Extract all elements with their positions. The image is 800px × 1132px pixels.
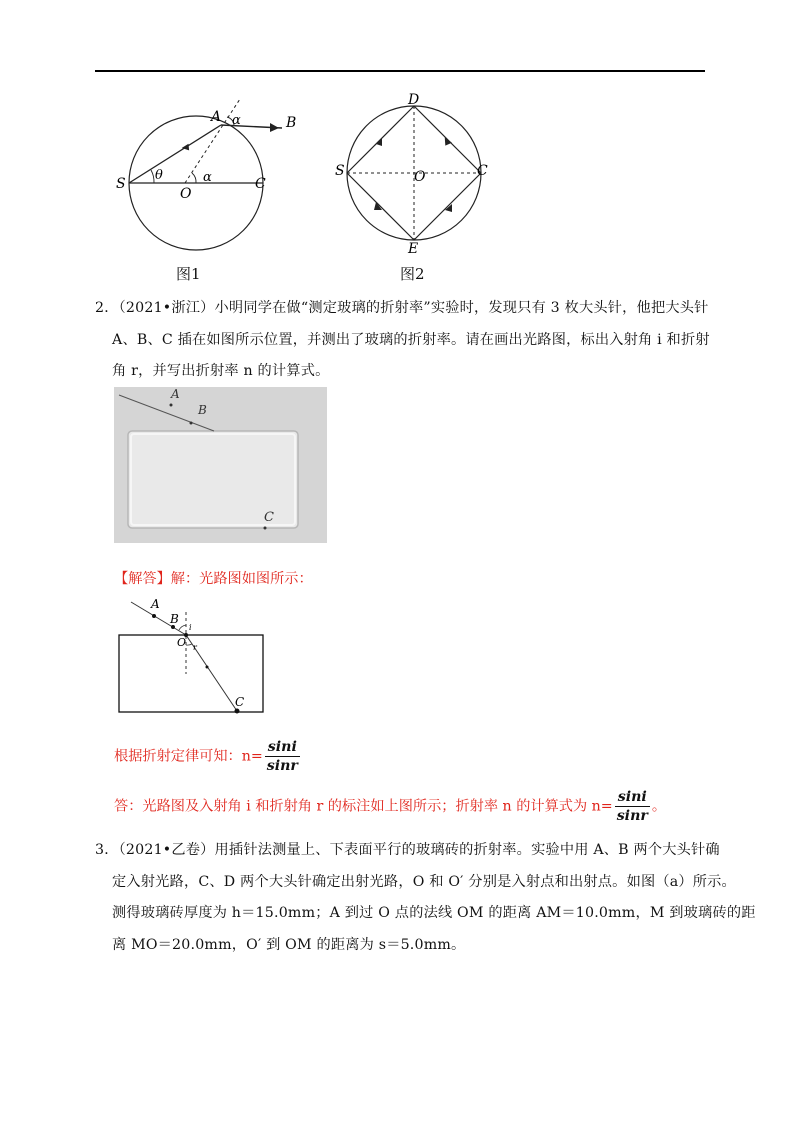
law-fraction-denominator: sinr <box>266 758 298 774</box>
ans-label-c: C <box>235 695 245 709</box>
angle-i-arc <box>179 625 186 630</box>
ans-label-b: B <box>170 612 179 626</box>
ans-label-r: r <box>193 643 197 652</box>
question-3-line-4: 离 MO＝20.0mm，O′ 到 OM 的距离为 s＝5.0mm。 <box>112 936 466 953</box>
final-suffix: 。 <box>651 798 667 815</box>
final-fraction <box>615 788 650 825</box>
question-2-line-1: 2．（2021•浙江）小明同学在做“测定玻璃的折射率”实验时，发现只有 3 枚大头针，他把大头针 <box>95 300 709 316</box>
law-fraction <box>265 738 300 775</box>
final-fraction-numerator: sini <box>615 788 650 807</box>
final-answer-line <box>114 788 666 825</box>
label-d: D <box>408 92 420 108</box>
label-c: C <box>255 176 266 192</box>
photo-label-a: A <box>171 387 180 401</box>
label-s: S <box>335 163 345 179</box>
label-alpha-top: α <box>232 113 241 128</box>
pin-c <box>235 709 240 714</box>
pin-a <box>152 614 156 618</box>
question-3-line-1: 3．（2021•乙卷）用插针法测量上、下表面平行的玻璃砖的折射率。实验中用 A、B 两个大头针确 <box>95 842 720 858</box>
label-a: A <box>211 109 222 125</box>
photo-label-b: B <box>198 403 207 417</box>
pin-b <box>190 422 193 425</box>
photo-label-c: C <box>264 510 274 525</box>
law-fraction-numerator: sini <box>265 738 300 757</box>
angle-r-arc <box>186 644 192 645</box>
question-3-line-2: 定入射光路，C、D 两个大头针确定出射光路，O 和 O′ 分别是入射点和出射点。如图（a）所示。 <box>112 873 736 890</box>
glass-block-photo-drawing <box>114 387 327 543</box>
figure-2-caption: 图2 <box>400 265 425 283</box>
refraction-law-line <box>114 738 302 775</box>
arrow-sd <box>376 138 382 146</box>
label-theta: θ <box>155 168 163 183</box>
question-2-line-3: 角 r，并写出折射率 n 的计算式。 <box>112 363 330 379</box>
label-alpha-bottom: α <box>203 170 212 185</box>
pin-a <box>170 404 173 407</box>
glass-block-photo <box>114 387 327 543</box>
ray-arrow-2 <box>270 123 279 132</box>
header-rule <box>95 70 705 72</box>
label-e: E <box>408 241 419 257</box>
figure-1-diagram <box>110 95 310 255</box>
ans-label-i: i <box>189 623 192 632</box>
ans-label-a: A <box>151 597 160 611</box>
answer-tag: 【解答】 <box>114 571 171 587</box>
label-s: S <box>116 176 126 192</box>
final-prefix: 答：光路图及入射角 i 和折射角 r 的标注如上图所示；折射率 n 的计算式为 n= <box>114 798 613 815</box>
figure-1-caption: 图1 <box>176 265 201 283</box>
question-2 <box>95 293 715 388</box>
ans-label-o: O <box>177 636 187 649</box>
theta-arc <box>151 170 154 183</box>
pin-c <box>264 527 267 530</box>
answer-heading <box>114 568 313 588</box>
answer-intro: 解：光路图如图所示： <box>170 571 313 587</box>
question-3-line-3: 测得玻璃砖厚度为 h＝15.0mm；A 到过 O 点的法线 OM 的距离 AM＝10.0mm，M 到玻璃砖的距 <box>112 905 756 921</box>
ray-dot <box>206 666 209 669</box>
alpha-arc-bottom <box>192 173 196 183</box>
law-prefix: 根据折射定律可知：n= <box>114 748 263 765</box>
label-b: B <box>286 115 297 131</box>
label-o: O <box>414 169 426 185</box>
figure-2-diagram <box>330 92 500 257</box>
question-2-line-2: A、B、C 插在如图所示位置，并测出了玻璃的折射率。请在画出光路图，标出入射角 i 和折射 <box>112 331 710 348</box>
question-3 <box>95 835 756 961</box>
answer-light-path-diagram <box>113 592 273 722</box>
arrow-dc <box>443 137 452 146</box>
chord-es <box>347 173 414 240</box>
label-c: C <box>477 163 488 179</box>
label-o: O <box>180 186 192 202</box>
final-fraction-denominator: sinr <box>616 808 648 824</box>
